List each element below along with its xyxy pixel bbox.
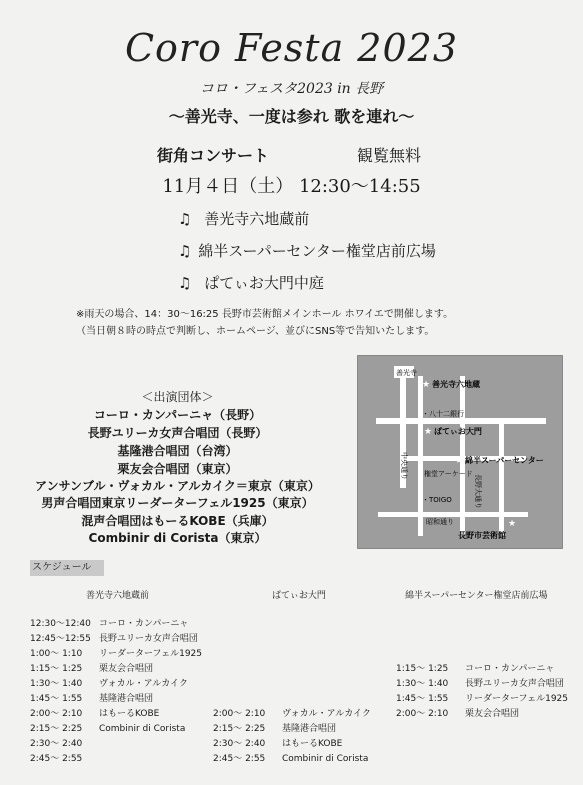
schedule-time: 2:30〜 2:40 <box>213 739 266 749</box>
performer-item: アンサンブル・ヴォカル・アルカイク＝東京（東京） <box>35 479 320 493</box>
map-star-icon: ★ <box>455 456 464 466</box>
schedule-time: 2:45〜 2:55 <box>213 754 266 764</box>
map-label-nagano-st: 長野大通り <box>474 474 482 509</box>
venue-item <box>178 208 309 229</box>
schedule-time: 1:15〜 1:25 <box>30 664 83 674</box>
schedule-time: 1:45〜 1:55 <box>30 694 83 704</box>
map-label-bank: ・八十二銀行 <box>422 410 464 418</box>
schedule-row <box>30 646 202 659</box>
schedule-heading: スケジュール <box>30 560 104 576</box>
map-label-arcade: 権堂アーケード <box>424 470 473 478</box>
schedule-group: 長野ユリーカ女声合唱団 <box>99 634 198 644</box>
venue-item <box>178 272 324 293</box>
map-label-zenkoji: 善光寺 <box>396 369 417 377</box>
schedule-row <box>213 706 371 719</box>
event-subtitle: コロ・フェスタ2023 in 長野 <box>199 81 384 97</box>
schedule-row <box>213 736 342 749</box>
schedule-row <box>30 616 188 629</box>
schedule-time: 1:30〜 1:40 <box>30 679 83 689</box>
venue-name: ぱてぃお大門中庭 <box>204 274 324 292</box>
map-road <box>499 418 504 536</box>
announcement-note: （当日朝８時の時点で判断し、ホームページ、並びにSNS等で告知いたします。 <box>76 326 435 337</box>
event-tagline: 〜善光寺、一度は参れ 歌を連れ〜 <box>168 107 415 126</box>
schedule-group: はもーるKOBE <box>282 739 343 749</box>
map-label-arts: 長野市芸術館 <box>458 531 506 540</box>
schedule-row <box>396 661 554 674</box>
schedule-group: リーダーターフェル1925 <box>99 649 203 659</box>
schedule-row <box>30 631 198 644</box>
schedule-time: 2:15〜 2:25 <box>30 724 83 734</box>
schedule-group: 基隆港合唱団 <box>282 724 337 734</box>
schedule-column-title: 綿半スーパーセンター権堂店前広場 <box>405 591 548 601</box>
schedule-group: リーダーターフェル1925 <box>465 694 569 704</box>
event-date-time: 11月４日（土） 12:30〜14:55 <box>162 176 421 197</box>
performer-item: コーロ・カンパーニャ（長野） <box>93 408 262 422</box>
schedule-group: Combinir di Corista <box>282 754 369 764</box>
map-label-patio: ぱてぃお大門 <box>434 427 482 436</box>
schedule-time: 1:45〜 1:55 <box>396 694 449 704</box>
map-label-watahan: 綿半スーパーセンター <box>465 456 544 465</box>
schedule-group: 基隆港合唱団 <box>99 694 154 704</box>
schedule-row <box>30 751 99 764</box>
schedule-group: はもーるKOBE <box>99 709 160 719</box>
map-road <box>376 418 546 424</box>
schedule-group: Combinir di Corista <box>99 724 186 734</box>
schedule-time: 1:30〜 1:40 <box>396 679 449 689</box>
schedule-group: 栗友会合唱団 <box>465 709 520 719</box>
music-note-icon: ♫ <box>178 210 192 228</box>
event-name: 街角コンサート <box>157 146 270 165</box>
schedule-row <box>30 661 153 674</box>
map-star-icon: ★ <box>422 380 431 390</box>
map-label-toigo: ・TOIGO <box>422 496 452 504</box>
music-note-icon: ♫ <box>178 242 192 260</box>
area-map <box>357 355 563 549</box>
venue-item <box>178 240 436 261</box>
schedule-row <box>396 676 564 689</box>
venue-name: 善光寺六地蔵前 <box>204 210 310 228</box>
schedule-time: 1:15〜 1:25 <box>396 664 449 674</box>
rain-note: ※雨天の場合、14：30〜16:25 長野市芸術館メインホール ホワイエで開催します。 <box>76 309 454 320</box>
performer-item: 男声合唱団東京リーダーターフェル1925（東京） <box>41 496 314 510</box>
map-road <box>378 512 528 517</box>
schedule-time: 2:00〜 2:10 <box>213 709 266 719</box>
schedule-row <box>396 706 519 719</box>
schedule-group: コーロ・カンパーニャ <box>99 619 189 629</box>
map-label-chuo: 中央通り <box>400 452 408 480</box>
performers-heading: ＜出演団体＞ <box>141 390 214 404</box>
schedule-time: 12:45〜12:55 <box>30 634 91 644</box>
schedule-time: 2:45〜 2:55 <box>30 754 83 764</box>
map-label-rokujizo: 善光寺六地蔵 <box>432 380 480 389</box>
schedule-row <box>213 721 336 734</box>
schedule-group: コーロ・カンパーニャ <box>465 664 555 674</box>
event-title: Coro Festa 2023 <box>124 26 459 70</box>
schedule-time: 2:00〜 2:10 <box>30 709 83 719</box>
schedule-column-title: ぱてぃお大門 <box>272 591 326 601</box>
performer-item: 栗友会合唱団（東京） <box>117 462 238 476</box>
schedule-column-title: 善光寺六地蔵前 <box>86 591 150 601</box>
schedule-group: 長野ユリーカ女声合唱団 <box>465 679 564 689</box>
map-star-icon: ★ <box>424 427 433 437</box>
schedule-row <box>30 706 159 719</box>
schedule-row <box>30 691 153 704</box>
schedule-row <box>30 736 99 749</box>
schedule-time: 2:30〜 2:40 <box>30 739 83 749</box>
performer-item: 基隆港合唱団（台湾） <box>117 444 238 458</box>
schedule-group: ヴォカル・アルカイク <box>99 679 188 689</box>
performer-item: Combinir di Corista（東京） <box>88 531 267 545</box>
schedule-time: 2:15〜 2:25 <box>213 724 266 734</box>
schedule-time: 2:00〜 2:10 <box>396 709 449 719</box>
venue-name: 綿半スーパーセンター権堂店前広場 <box>198 242 436 260</box>
map-star-icon: ★ <box>508 519 517 529</box>
schedule-row <box>213 751 368 764</box>
performer-item: 長野ユリーカ女声合唱団（長野） <box>87 426 268 440</box>
schedule-time: 1:00〜 1:10 <box>30 649 83 659</box>
admission-label: 観覧無料 <box>357 146 422 165</box>
schedule-row <box>30 721 185 734</box>
schedule-group: 栗友会合唱団 <box>99 664 154 674</box>
schedule-group: ヴォカル・アルカイク <box>282 709 371 719</box>
schedule-row <box>30 676 188 689</box>
music-note-icon: ♫ <box>178 274 192 292</box>
schedule-row <box>396 691 568 704</box>
map-label-showa: 昭和通り <box>426 518 454 526</box>
performer-item: 混声合唱団はもーるKOBE（兵庫） <box>81 514 274 528</box>
schedule-time: 12:30〜12:40 <box>30 619 91 629</box>
